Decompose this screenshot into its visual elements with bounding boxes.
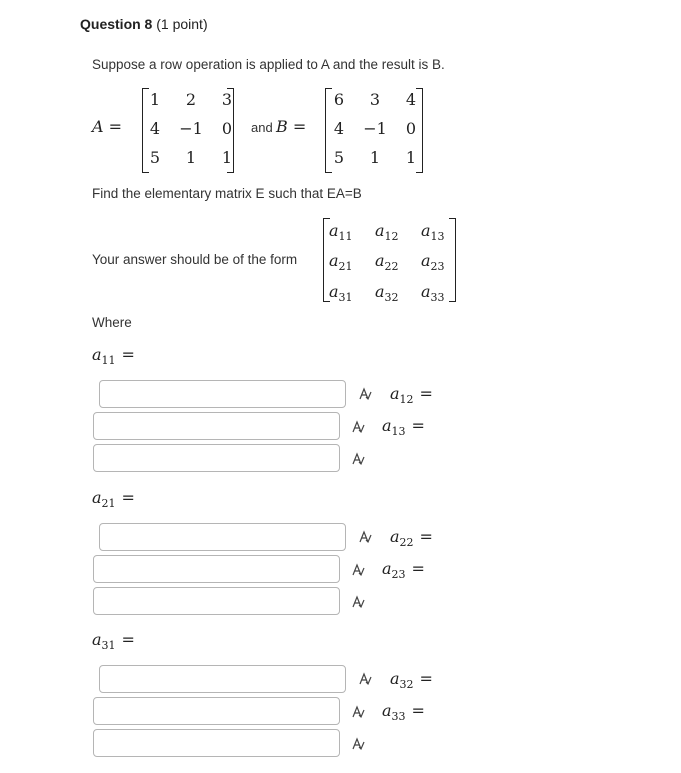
equation-preview-icon[interactable]	[351, 420, 365, 434]
equation-preview-icon[interactable]	[351, 705, 365, 719]
equation-preview-icon[interactable]	[351, 563, 365, 577]
label-a23: $a_{23}$ =	[382, 559, 425, 582]
answer-a11-input[interactable]	[99, 380, 346, 408]
label-a12: $a_{12}$ =	[390, 384, 433, 407]
question-prompt: Suppose a row operation is applied to A and the result is B.	[92, 57, 445, 72]
label-a13: $a_{13}$ =	[382, 416, 425, 439]
question-points: (1 point)	[156, 16, 208, 32]
label-a21: $a_{21}$ =	[92, 488, 135, 511]
find-text: Find the elementary matrix E such that EA=B	[92, 186, 362, 201]
where-text: Where	[92, 315, 132, 330]
form-a23: $a_{23}$	[421, 251, 445, 274]
label-a32: $a_{32}$ =	[390, 669, 433, 692]
answer-a12-input[interactable]	[93, 412, 340, 440]
form-a32: $a_{32}$	[375, 282, 399, 305]
equation-preview-icon[interactable]	[358, 672, 372, 686]
label-a33: $a_{33}$ =	[382, 701, 425, 724]
form-a21: $a_{21}$	[329, 251, 353, 274]
answer-a33-input[interactable]	[93, 729, 340, 757]
label-a11: $a_{11}$ =	[92, 345, 135, 368]
answer-a13-input[interactable]	[93, 444, 340, 472]
label-a22: $a_{22}$ =	[390, 527, 433, 550]
answer-a23-input[interactable]	[93, 587, 340, 615]
form-a12: $a_{12}$	[375, 221, 399, 244]
equation-preview-icon[interactable]	[351, 737, 365, 751]
form-a31: $a_{31}$	[329, 282, 353, 305]
question-title	[80, 16, 208, 32]
and-text: and	[251, 120, 273, 135]
answer-a32-input[interactable]	[93, 697, 340, 725]
form-a11: $a_{11}$	[329, 221, 353, 244]
form-matrix-right-bracket	[449, 218, 456, 302]
equation-preview-icon[interactable]	[358, 387, 372, 401]
answer-a31-input[interactable]	[99, 665, 346, 693]
matrix-b-label: B =	[276, 117, 307, 136]
form-a13: $a_{13}$	[421, 221, 445, 244]
form-a33: $a_{33}$	[421, 282, 445, 305]
equation-preview-icon[interactable]	[351, 452, 365, 466]
question-number: Question 8	[80, 16, 153, 32]
equation-preview-icon[interactable]	[358, 530, 372, 544]
answer-a21-input[interactable]	[99, 523, 346, 551]
answer-a22-input[interactable]	[93, 555, 340, 583]
form-text: Your answer should be of the form	[92, 252, 298, 267]
matrix-a-label: A =	[92, 117, 123, 136]
form-a22: $a_{22}$	[375, 251, 399, 274]
label-a31: $a_{31}$ =	[92, 630, 135, 653]
equation-preview-icon[interactable]	[351, 595, 365, 609]
